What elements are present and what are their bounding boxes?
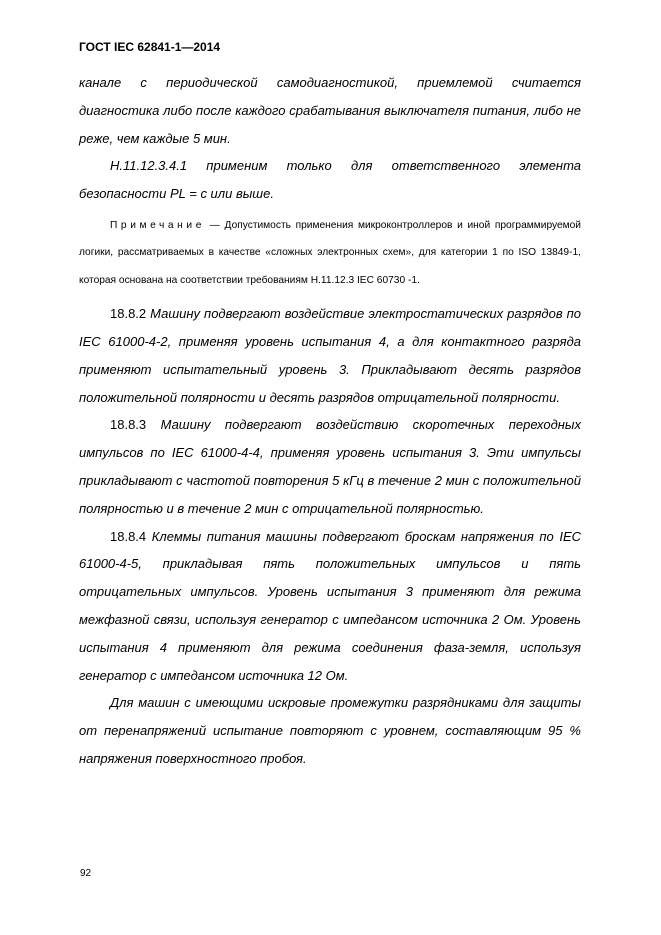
paragraph-18-8-3 — [79, 411, 581, 522]
note-label: Примечание — [110, 219, 205, 231]
paragraph-spark-gaps: Для машин с имеющими искровые промежутки разрядниками для защиты от перенапряжений испытание повторяют с уровнем, составляющим 95 % напряжения поверхностного пробоя. — [79, 695, 581, 766]
clause-number: 18.8.4 — [110, 528, 147, 544]
note-text: — Допустимость применения микроконтроллеров и иной программируемой логики, рассматриваемых в качестве «сложных электронных схем», для категории 1 по ISO 13849-1, которая основана на соответствии требованиям Н.11.12.3 IEC 60730 -1. — [79, 219, 581, 286]
paragraph-18-8-2 — [79, 300, 581, 411]
page-number: 92 — [80, 868, 92, 879]
paragraph-text: Машину подвергают воздействие электростатических разрядов по IEC 61000-4-2, применяя уровень испытания 4, а для контактного разряда применяют испытательный уровень 3. Прикладывают десять разрядов положительной полярности и десять разрядов отрицательной полярности. — [79, 306, 581, 405]
document-body — [79, 69, 581, 773]
note-paragraph — [79, 212, 581, 294]
paragraph-text: Клеммы питания машины подвергают броскам напряжения по IEC 61000-4-5, прикладывая пять положительных импульсов и пять отрицательных импульсов. Уровень испытания 3 применяют для режима межфазной связи, используя генератор с импедансом источника 2 Ом. Уровень испытания 4 применяют для режима соединения фаза-земля, используя генератор с импедансом источника 12 Ом. — [79, 528, 581, 683]
paragraph-text: Машину подвергают воздействию скоротечных переходных импульсов по IEC 61000-4-4, применяя уровень испытания 3. Эти импульсы прикладывают с частотой повторения 5 кГц в течение 2 мин с положительной полярностью и в течение 2 мин с отрицательной полярностью. — [79, 417, 581, 516]
paragraph-continuation: канале с периодической самодиагностикой, приемлемой считается диагностика либо после каждого срабатывания выключателя питания, либо не реже, чем каждые 5 мин. — [79, 75, 581, 146]
clause-number: 18.8.3 — [110, 417, 147, 433]
paragraph-18-8-4 — [79, 523, 581, 690]
clause-number: 18.8.2 — [110, 306, 147, 322]
document-header: ГОСТ IEC 62841-1—2014 — [79, 40, 221, 54]
paragraph-h-11-12-3-4-1: Н.11.12.3.4.1 применим только для ответственного элемента безопасности PL = c или выше. — [79, 158, 581, 202]
